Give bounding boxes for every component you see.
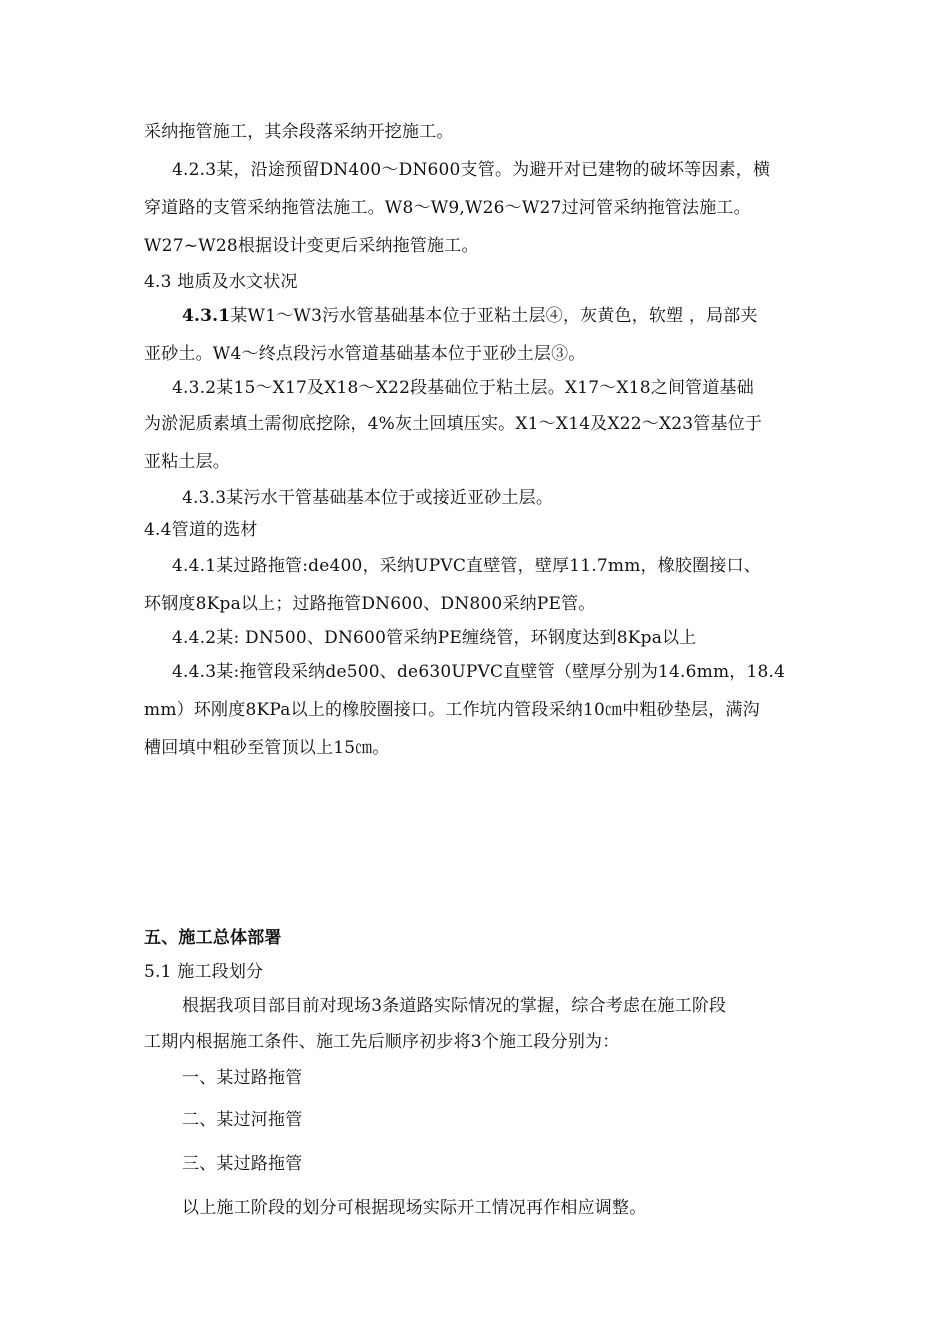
text-line: 以上施工阶段的划分可根据现场实际开工情况再作相应调整。 — [182, 1198, 647, 1218]
text-line: 4.2.3某，沿途预留DN400～DN600支管。为避开对已建物的破坏等因素，横 — [172, 160, 771, 180]
section-heading: 4.4管道的选材 — [144, 520, 258, 540]
text-line — [182, 304, 758, 328]
text-line: 环钢度8Kpa以上；过路拖管DN600、DN800采纳PE管。 — [144, 594, 596, 614]
clause-number: 4.3.1 — [182, 306, 231, 326]
text-line: 根据我项目部目前对现场3条道路实际情况的掌握，综合考虑在施工阶段 — [182, 996, 727, 1016]
text-line: 为淤泥质素填土需彻底挖除，4%灰土回填压实。X1～X14及X22～X23管基位于 — [144, 414, 763, 434]
text-line: 4.4.1某过路拖管:de400，采纳UPVC直壁管，壁厚11.7mm，橡胶圈接口、 — [172, 556, 761, 576]
text-line: 4.4.2某: DN500、DN600管采纳PE缠绕管，环钢度达到8Kpa以上 — [172, 628, 697, 648]
text-line: 采纳拖管施工，其余段落采纳开挖施工。 — [144, 122, 454, 142]
text-line: 亚粘土层。 — [144, 452, 230, 472]
text-line: 工期内根据施工条件、施工先后顺序初步将3个施工段分别为： — [144, 1032, 620, 1052]
section-heading: 5.1 施工段划分 — [144, 962, 264, 982]
text-line: mm）环刚度8KPa以上的橡胶圈接口。工作坑内管段采纳10㎝中粗砂垫层，满沟 — [144, 700, 760, 720]
text-line: 4.3.3某污水干管基础基本位于或接近亚砂土层。 — [182, 488, 554, 508]
text-line: 亚砂土。W4～终点段污水管道基础基本位于亚砂土层③。 — [144, 344, 586, 364]
list-item: 三、某过路拖管 — [182, 1154, 303, 1174]
text-line: 4.3.2某15～X17及X18～X22段基础位于粘土层。X17～X18之间管道基础 — [172, 378, 754, 398]
section-heading: 4.3 地质及水文状况 — [144, 272, 298, 292]
text-line: 4.4.3某:拖管段采纳de500、de630UPVC直壁管（壁厚分别为14.6mm，18.4 — [172, 662, 786, 682]
clause-text: 某W1～W3污水管基础基本位于亚粘土层④，灰黄色，软塑 ，局部夹 — [230, 306, 758, 326]
text-line: 槽回填中粗砂至管顶以上15㎝。 — [144, 738, 390, 758]
list-item: 一、某过路拖管 — [182, 1068, 303, 1088]
text-line: 穿道路的支管采纳拖管法施工。W8～W9,W26～W27过河管采纳拖管法施工。 — [144, 198, 751, 218]
text-line: W27~W28根据设计变更后采纳拖管施工。 — [144, 236, 479, 256]
list-item: 二、某过河拖管 — [182, 1110, 303, 1130]
chapter-heading: 五、施工总体部署 — [144, 928, 282, 948]
